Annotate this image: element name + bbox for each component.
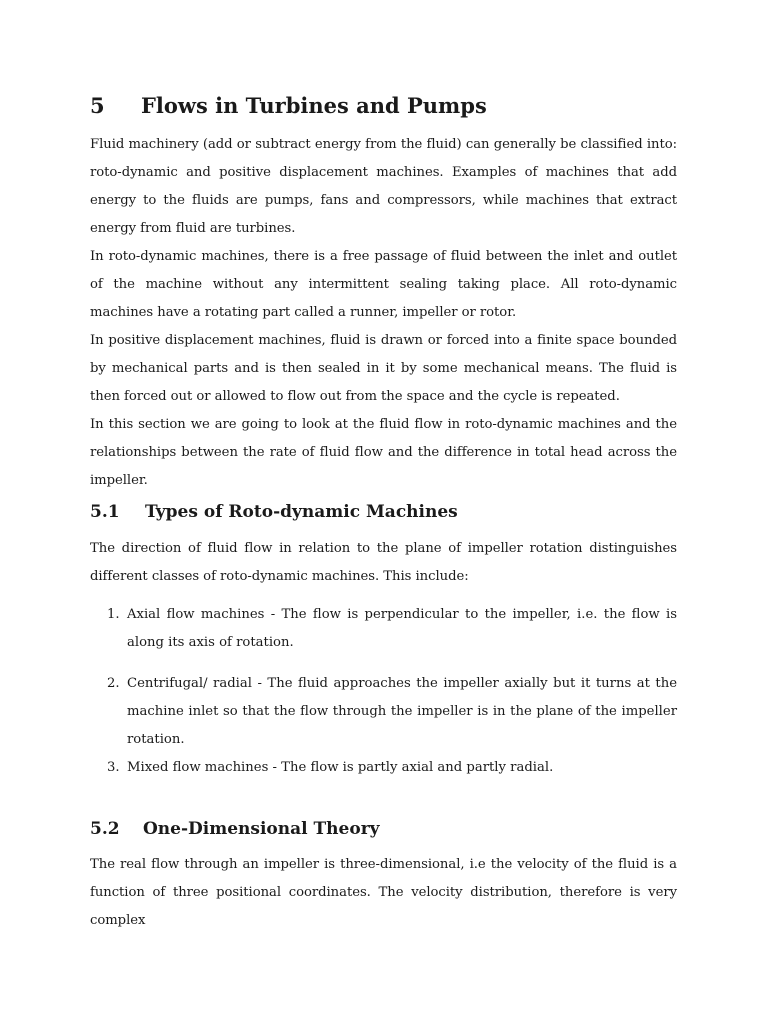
- subsection-number: 5.2: [90, 819, 120, 839]
- list-item: [90, 670, 677, 754]
- list-item: [90, 601, 677, 657]
- section-heading: [90, 92, 487, 120]
- paragraph-roto-dynamic: In roto-dynamic machines, there is a free passage of fluid between the inlet and outlet of the machine without any intermittent sealing taking place. All roto-dynamic machines have a rotating part called a runner, impeller or rotor.: [90, 249, 677, 320]
- list-item-number: 3.: [107, 760, 120, 775]
- list-item-text: Centrifugal/ radial - The fluid approaches the impeller axially but it turns at the machine inlet so that the flow through the impeller is in the plane of the impeller rotation.: [127, 676, 677, 747]
- section-number: 5: [90, 93, 105, 118]
- paragraph-intro: Fluid machinery (add or subtract energy from the fluid) can generally be classified into: roto-dynamic and positive displacement machines. Examples of machines that add energy to the fluids are pumps, fans and compressors, while machines that extract energy from fluid are turbines.: [90, 137, 677, 236]
- subsection-number: 5.1: [90, 502, 120, 522]
- machine-types-list: [90, 601, 677, 782]
- subsection-title: Types of Roto-dynamic Machines: [145, 502, 458, 522]
- paragraph-one-dimensional-theory: The real flow through an impeller is three-dimensional, i.e the velocity of the fluid is a function of three positional coordinates. The velocity distribution, therefore is very complex: [90, 857, 677, 928]
- paragraph-positive-displacement: In positive displacement machines, fluid is drawn or forced into a finite space bounded by mechanical parts and is then sealed in it by some mechanical means. The fluid is then forced out or allowed to flow out from the space and the cycle is repeated.: [90, 333, 677, 404]
- list-item-text: Axial flow machines - The flow is perpendicular to the impeller, i.e. the flow is along its axis of rotation.: [127, 607, 677, 650]
- list-item-number: 2.: [107, 676, 120, 691]
- section-title: Flows in Turbines and Pumps: [141, 93, 487, 118]
- paragraph-types-intro: The direction of fluid flow in relation to the plane of impeller rotation distinguishes different classes of roto-dynamic machines. This include:: [90, 541, 677, 584]
- list-item: [90, 754, 677, 782]
- list-item-number: 1.: [107, 607, 120, 622]
- paragraph-section-scope: In this section we are going to look at the fluid flow in roto-dynamic machines and the relationships between the rate of fluid flow and the difference in total head across the impeller.: [90, 417, 677, 488]
- subsection-title: One-Dimensional Theory: [143, 819, 380, 839]
- subsection-heading-5-1: [90, 500, 458, 524]
- subsection-heading-5-2: [90, 817, 380, 841]
- list-item-text: Mixed flow machines - The flow is partly axial and partly radial.: [127, 760, 554, 775]
